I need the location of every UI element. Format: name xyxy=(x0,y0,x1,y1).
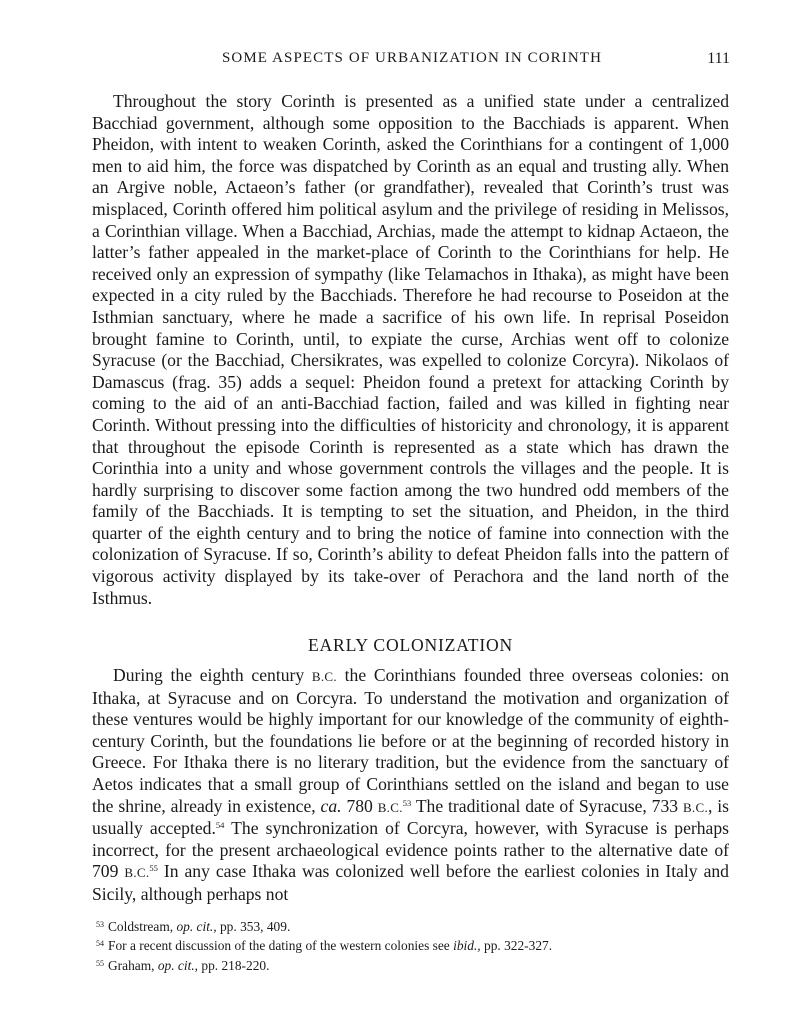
body-paragraph-1: Throughout the story Corinth is presented as a unified state under a centralized Bacchiad government, although some opposition to the Bacchiads is apparent. When Pheidon, with intent to weaken Corinth, asked the Corinthians for a contingent of 1,000 men to aid him, the force was dispatched by Corinth as an equal and trusting ally. When an Argive noble, Actaeon’s father (or grandfather), revealed that Corinth’s trust was misplaced, Corinth offered him political asylum and the privilege of residing in Melissos, a Corinthian village. When a Bacchiad, Archias, made the attempt to kidnap Actaeon, the latter’s father appealed in the market-place of Corinth to the Corinthians for help. He received only an expression of sympathy (like Telamachos in Ithaka), as might have been expected in a city ruled by the Bacchiads. Therefore he had recourse to Poseidon at the Isthmian sanctuary, where he made a sacrifice of his own life. In reprisal Poseidon brought famine to Corinth, until, to expiate the curse, Archias went off to colonize Syracuse (or the Bacchiad, Chersikrates, was expelled to colonize Corcyra). Nikolaos of Damascus (frag. 35) adds a sequel: Pheidon found a pretext for attacking Corinth by coming to the aid of an anti-Bacchiad faction, failed and was killed in fighting near Corinth. Without pressing into the difficulties of historicity and chronology, it is apparent that throughout the episode Corinth is represented as a state which has drawn the Corinthia into a unity and whose government controls the villages and the people. It is hardly surprising to discover some faction among the two hundred odd members of the family of the Bacchiads. It is tempting to set the situation, and Pheidon, in the third quarter of the eighth century and to bring the notice of famine into connection with the colonization of Syracuse. If so, Corinth’s ability to defeat Pheidon falls into the pattern of vigorous activity displayed by its take-over of Perachora and the land north of the Isthmus. xyxy=(92,91,729,608)
running-title: SOME ASPECTS OF URBANIZATION IN CORINTH xyxy=(221,50,602,66)
footnote-mark: 54 xyxy=(96,939,104,949)
text-run: In any case Ithaka was colonized well before the earliest colonies in Italy and Sicily, although perhaps not xyxy=(92,861,729,904)
era-abbreviation: B.C. xyxy=(682,799,708,815)
text-run: The traditional date of Syracuse, 733 xyxy=(415,795,679,816)
footnote-ref-54[interactable]: 54 xyxy=(215,820,225,831)
italic-term: ca. xyxy=(320,795,342,816)
text-run: the Corinthians founded three overseas colonies: on Ithaka, at Syracuse and on Corcyra. To understand the motivation and organization of these ventures would be highly important for our knowledge of the community of eighth-century Corinth, but the foundations lie before or at the beginning of recorded history in Greece. For Ithaka there is no literary tradition, but the evidence from the sanctuary of Aetos indicates that a small group of Corinthians settled on the island and began to use the shrine, already in existence, xyxy=(92,665,729,816)
text-run: , is usually accepted. xyxy=(92,795,729,839)
footnote-54 xyxy=(96,935,726,954)
text-run: 780 xyxy=(346,795,373,816)
footnote-text: Graham, xyxy=(108,957,155,973)
footnote-55 xyxy=(96,955,726,974)
footnote-53 xyxy=(96,916,726,935)
text-run: The synchronization of Corcyra, however, with Syracuse is perhaps incorrect, for the present archaeological evidence points rather to the alternative date of 709 xyxy=(92,818,729,882)
footnotes xyxy=(96,916,726,974)
text-run: During the eighth century xyxy=(113,665,305,685)
footnote-pages: pp. 218-220. xyxy=(201,957,270,973)
footnote-pages: pp. 353, 409. xyxy=(219,919,291,934)
footnote-text: Coldstream, xyxy=(108,919,174,934)
footnote-mark: 53 xyxy=(96,920,104,929)
footnote-ref-italic: op. cit., xyxy=(176,919,217,934)
footnote-mark: 55 xyxy=(96,958,104,968)
era-abbreviation: B.C. xyxy=(377,799,403,815)
footnote-ref-55[interactable]: 55 xyxy=(149,863,158,874)
footnote-ref-italic: ibid., xyxy=(453,938,481,954)
footnote-pages: pp. 322-327. xyxy=(484,938,553,954)
page-number: 111 xyxy=(707,50,730,67)
footnote-ref-53[interactable]: 53 xyxy=(402,797,412,808)
footnote-text: For a recent discussion of the dating of the western colonies see xyxy=(108,938,450,954)
era-abbreviation: B.C. xyxy=(124,865,150,881)
running-header xyxy=(92,50,732,74)
section-heading: EARLY COLONIZATION xyxy=(307,635,513,655)
era-abbreviation: B.C. xyxy=(311,669,337,684)
body-paragraph-2 xyxy=(92,665,729,906)
footnote-ref-italic: op. cit., xyxy=(157,957,199,973)
